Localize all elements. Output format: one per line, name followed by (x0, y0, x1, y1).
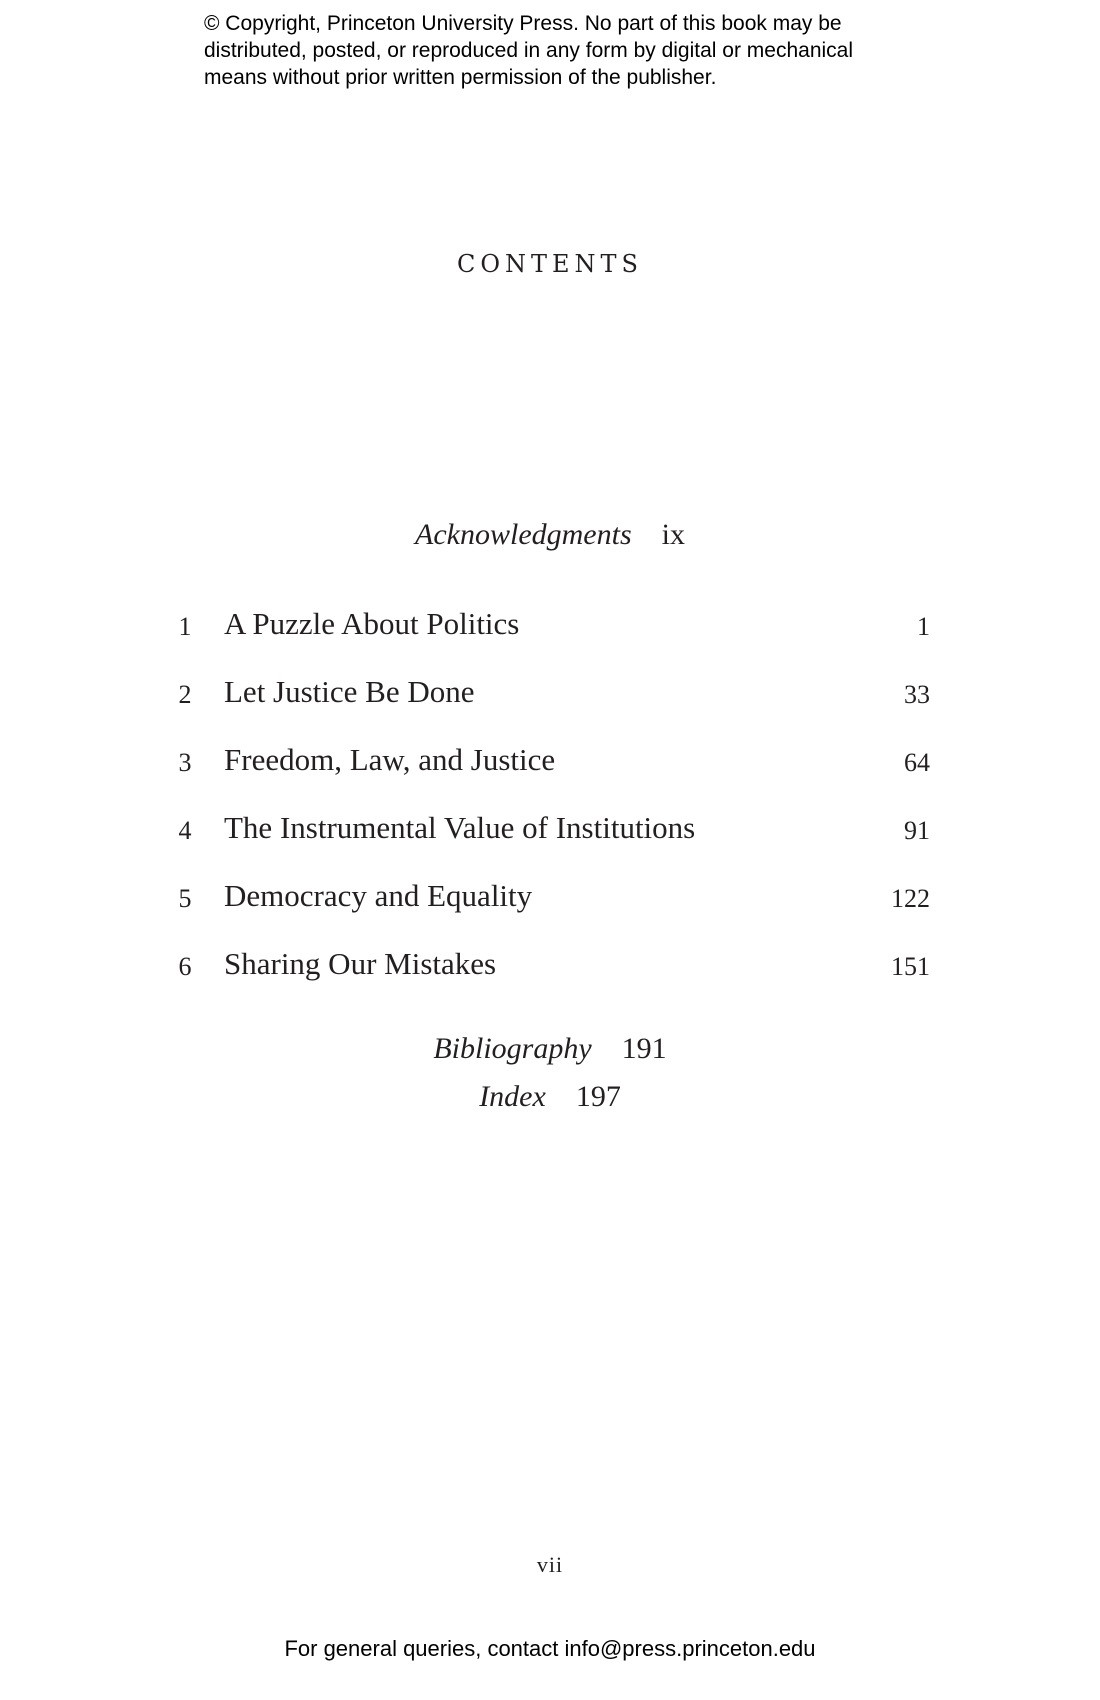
chapter-page: 64 (904, 748, 930, 777)
toc-chapter-row (170, 736, 930, 804)
chapter-title: The Instrumental Value of Institutions (224, 810, 696, 845)
toc-entry-title: Bibliography (433, 1032, 592, 1065)
contents-heading: CONTENTS (456, 250, 643, 278)
chapter-title: Sharing Our Mistakes (224, 946, 497, 981)
toc-chapter-row (170, 940, 930, 1008)
toc-entry-page: 191 (621, 1032, 667, 1065)
chapter-page: 91 (904, 816, 930, 845)
toc-chapter-row (170, 872, 930, 940)
chapter-page: 122 (891, 884, 930, 913)
copyright-line: © Copyright, Princeton University Press. No part of this book may be (204, 12, 842, 35)
toc-entry-index (0, 1080, 1100, 1114)
copyright-line: distributed, posted, or reproduced in any form by digital or mechanical (204, 39, 854, 62)
toc-chapter-row (170, 600, 930, 668)
toc-entry-acknowledgments (0, 518, 1100, 552)
chapter-number: 6 (178, 952, 192, 981)
chapter-title: Freedom, Law, and Justice (224, 742, 556, 777)
chapter-number: 4 (178, 816, 192, 845)
chapter-number: 2 (178, 680, 192, 709)
toc-chapter-row (170, 804, 930, 872)
toc-entry-bibliography (0, 1032, 1100, 1066)
toc-chapter-row (170, 668, 930, 736)
chapter-number: 5 (178, 884, 192, 913)
page-number: vii (536, 1552, 564, 1577)
toc-entry-page: 197 (575, 1080, 621, 1113)
copyright-line: means without prior written permission of the publisher. (204, 66, 717, 89)
chapter-list (170, 600, 930, 1008)
chapter-number: 3 (178, 748, 192, 777)
toc-entry-title: Index (479, 1080, 546, 1113)
footer-contact: For general queries, contact info@press.princeton.edu (284, 1636, 816, 1661)
chapter-page: 151 (891, 952, 930, 981)
chapter-number: 1 (178, 612, 192, 641)
toc-entry-page: ix (661, 518, 685, 551)
chapter-title: Democracy and Equality (224, 878, 533, 913)
toc-entry-title: Acknowledgments (415, 518, 632, 551)
chapter-page: 1 (917, 612, 930, 641)
chapter-title: Let Justice Be Done (224, 674, 475, 709)
copyright-notice (204, 10, 924, 91)
chapter-title: A Puzzle About Politics (224, 606, 520, 641)
chapter-page: 33 (904, 680, 930, 709)
